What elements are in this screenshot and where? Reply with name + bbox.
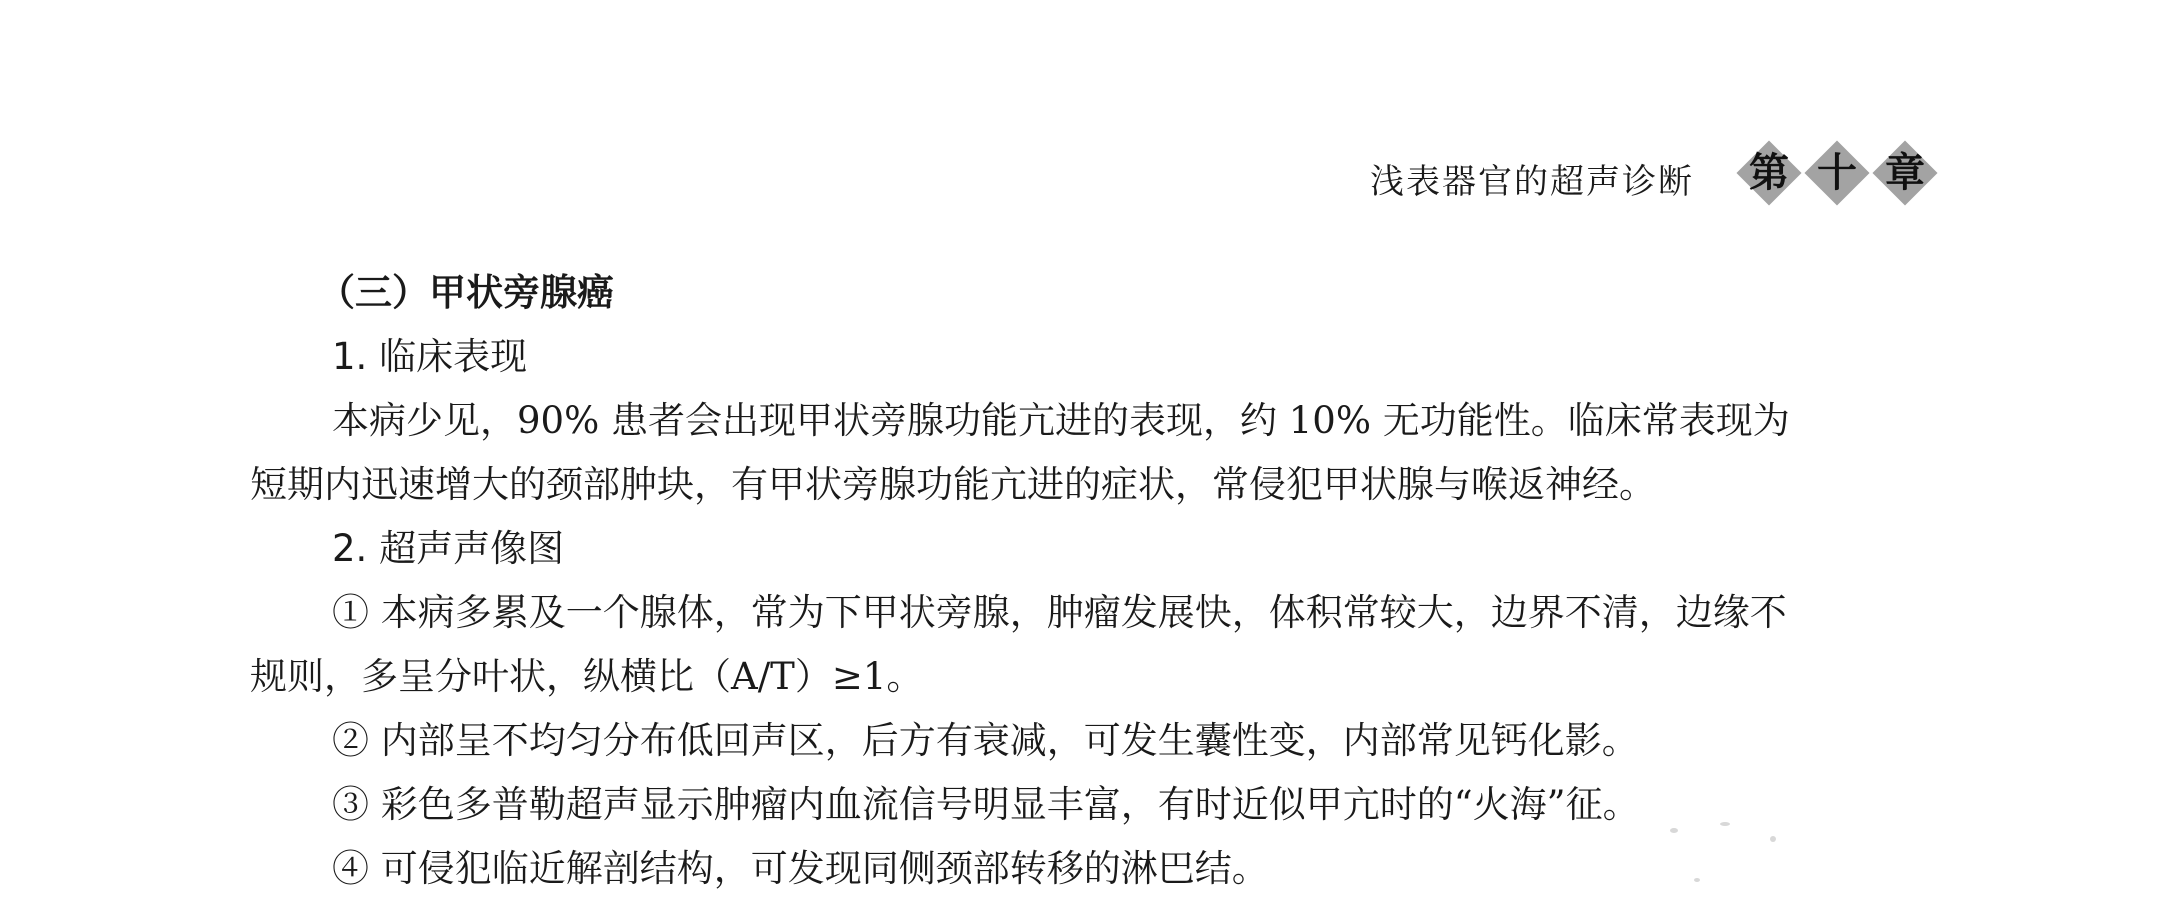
- subsection-heading-clinical: 1. 临床表现: [332, 335, 528, 378]
- scan-artifact: [1660, 818, 1820, 898]
- running-title: 浅表器官的超声诊断: [1370, 162, 1694, 202]
- chapter-char: 十: [1817, 149, 1857, 196]
- chapter-char: 第: [1749, 149, 1789, 196]
- chapter-char: 章: [1885, 149, 1925, 196]
- list-item-1-line-1: ① 本病多累及一个腺体，常为下甲状旁腺，肿瘤发展快，体积常较大，边界不清，边缘不: [332, 591, 1787, 634]
- list-item-1-line-2: 规则，多呈分叶状，纵横比（A/T）≥1。: [250, 655, 924, 698]
- running-header: [1300, 140, 1940, 210]
- chapter-mark-3: [1872, 140, 1938, 206]
- list-item-3: ③ 彩色多普勒超声显示肿瘤内血流信号明显丰富，有时近似甲亢时的“火海”征。: [332, 783, 1640, 826]
- list-item-4: ④ 可侵犯临近解剖结构，可发现同侧颈部转移的淋巴结。: [332, 847, 1269, 890]
- section-heading: （三）甲状旁腺癌: [318, 271, 614, 314]
- chapter-mark-2: [1804, 140, 1870, 206]
- paragraph-line: 短期内迅速增大的颈部肿块，有甲状旁腺功能亢进的症状，常侵犯甲状腺与喉返神经。: [250, 463, 1656, 506]
- chapter-mark-1: [1736, 140, 1802, 206]
- list-item-2: ② 内部呈不均匀分布低回声区，后方有衰减，可发生囊性变，内部常见钙化影。: [332, 719, 1639, 762]
- paragraph-line: 本病少见，90% 患者会出现甲状旁腺功能亢进的表现，约 10% 无功能性。临床常表现为: [332, 399, 1790, 442]
- subsection-heading-ultrasound: 2. 超声声像图: [332, 527, 565, 570]
